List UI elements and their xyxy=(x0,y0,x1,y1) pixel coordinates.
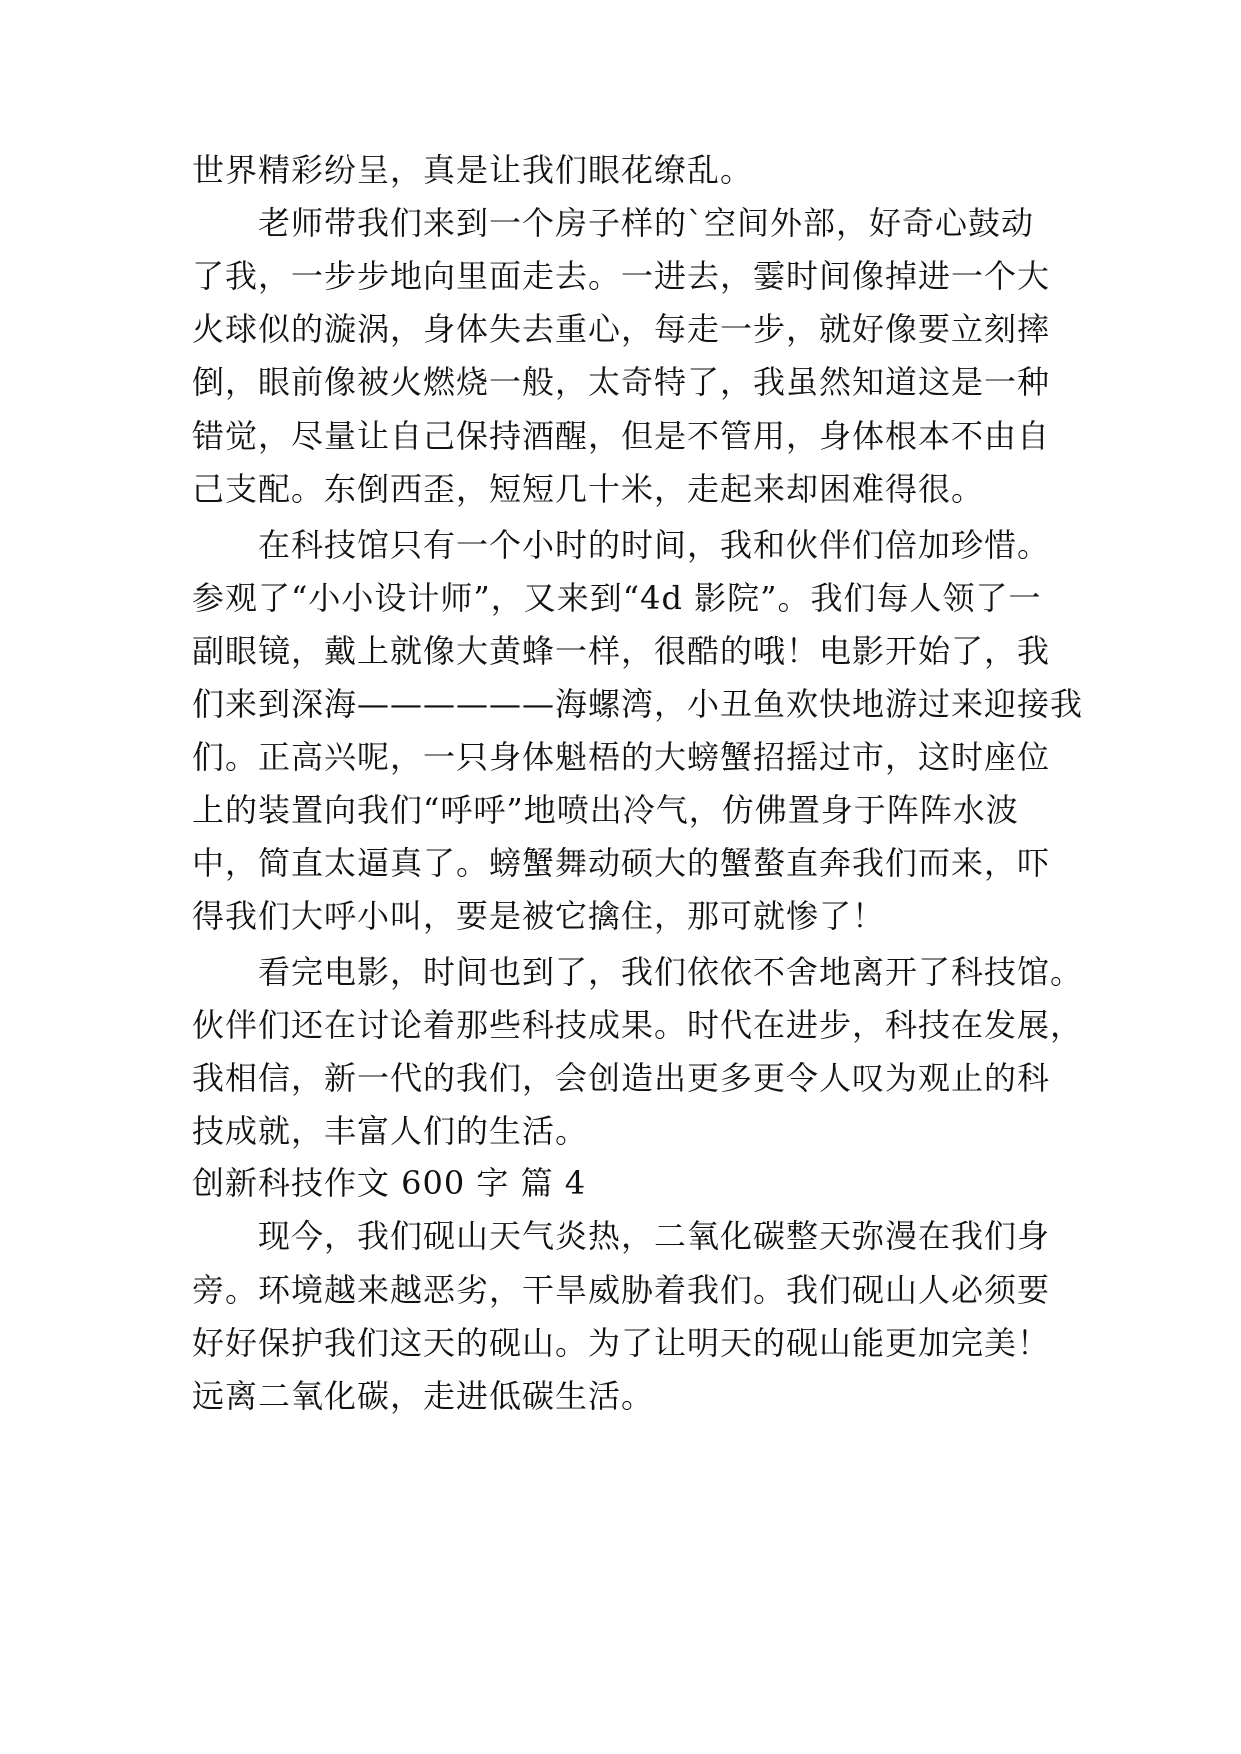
body-line: 火球似的漩涡，身体失去重心，每走一步，就好像要立刻摔 xyxy=(192,310,1051,348)
body-line: 得我们大呼小叫，要是被它擒住，那可就惨了！ xyxy=(192,897,886,935)
body-line: 老师带我们来到一个房子样的`空间外部，好奇心鼓动 xyxy=(192,204,1035,242)
body-line: 伙伴们还在讨论着那些科技成果。时代在进步，科技在发展， xyxy=(192,1006,1084,1044)
body-line: 世界精彩纷呈，真是让我们眼花缭乱。 xyxy=(192,151,754,189)
body-line: 们来到深海——————海螺湾，小丑鱼欢快地游过来迎接我 xyxy=(192,685,1084,723)
body-line: 己支配。东倒西歪，短短几十米，走起来却困难得很。 xyxy=(192,470,985,508)
body-line: 看完电影，时间也到了，我们依依不舍地离开了科技馆。 xyxy=(192,953,1084,991)
body-line: 技成就，丰富人们的生活。 xyxy=(192,1112,589,1150)
body-line: 中，简直太逼真了。螃蟹舞动硕大的蟹螯直奔我们而来，吓 xyxy=(192,844,1051,882)
body-line: 在科技馆只有一个小时的时间，我和伙伴们倍加珍惜。 xyxy=(192,526,1051,564)
body-line: 旁。环境越来越恶劣，干旱威胁着我们。我们砚山人必须要 xyxy=(192,1271,1051,1309)
body-line: 我相信，新一代的我们，会创造出更多更令人叹为观止的科 xyxy=(192,1059,1051,1097)
body-line: 上的装置向我们“呼呼”地喷出冷气，仿佛置身于阵阵水波 xyxy=(192,791,1019,829)
body-line: 参观了“小小设计师”，又来到“4d 影院”。我们每人领了一 xyxy=(192,579,1042,617)
body-line: 倒，眼前像被火燃烧一般，太奇特了，我虽然知道这是一种 xyxy=(192,363,1051,401)
body-line: 远离二氧化碳，走进低碳生活。 xyxy=(192,1377,655,1415)
body-line: 好好保护我们这天的砚山。为了让明天的砚山能更加完美！ xyxy=(192,1324,1051,1362)
body-line: 错觉，尽量让自己保持酒醒，但是不管用，身体根本不由自 xyxy=(192,417,1051,455)
section-heading: 创新科技作文 600 字 篇 4 xyxy=(192,1164,587,1202)
body-line: 现今，我们砚山天气炎热，二氧化碳整天弥漫在我们身 xyxy=(192,1217,1051,1255)
body-line: 了我，一步步地向里面走去。一进去，霎时间像掉进一个大 xyxy=(192,257,1051,295)
body-line: 们。正高兴呢，一只身体魁梧的大螃蟹招摇过市，这时座位 xyxy=(192,738,1051,776)
body-line: 副眼镜，戴上就像大黄蜂一样，很酷的哦！电影开始了，我 xyxy=(192,632,1051,670)
